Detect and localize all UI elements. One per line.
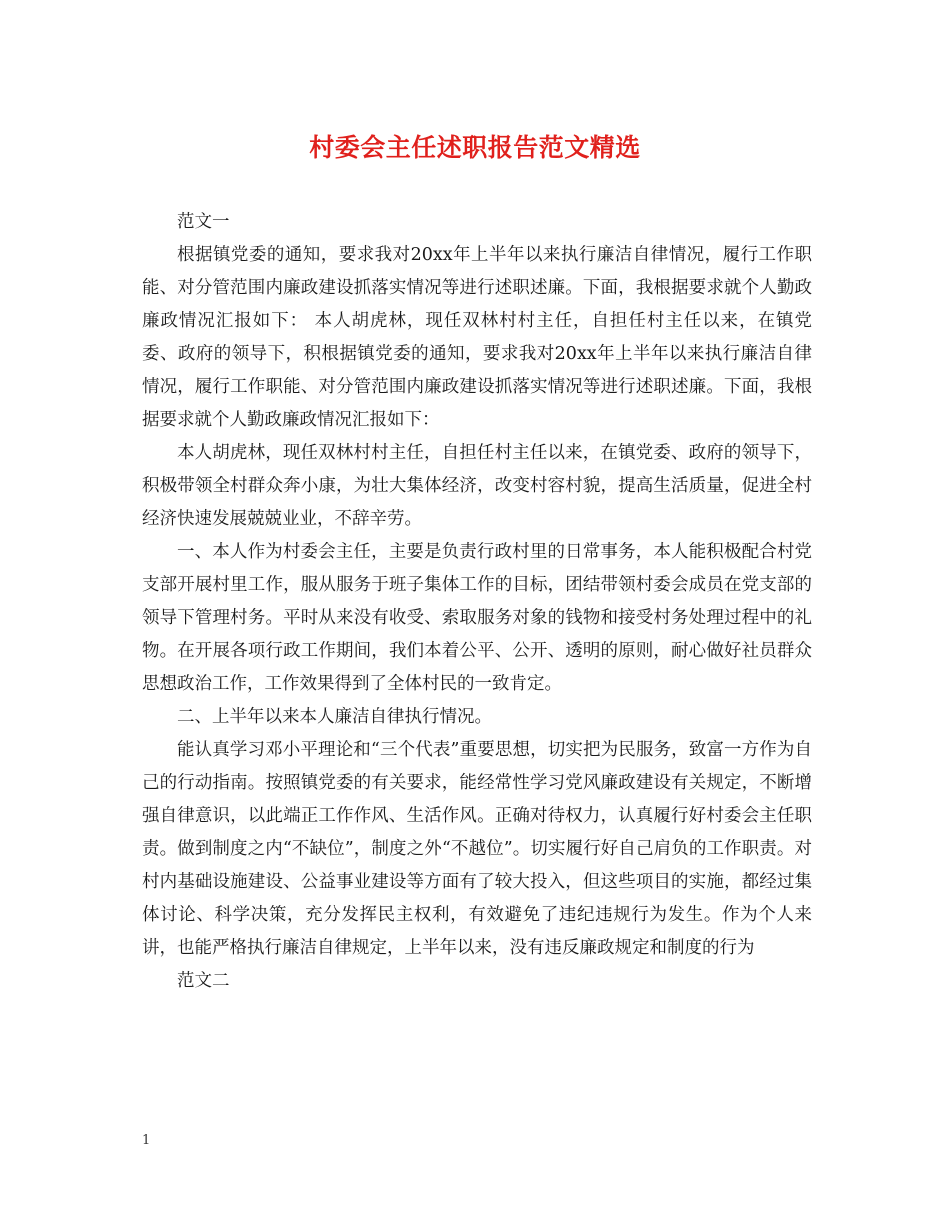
paragraph-section-two: 二、上半年以来本人廉洁自律执行情况。 (177, 707, 492, 727)
paragraph: 本人胡虎林，现任双林村村主任，自担任村主任以来，在镇党委、政府的领导下，积极带领全村群众奔小康，为壮大集体经济，改变村容村貌，提高生活质量，促进全村经济快速发展兢兢业业，不辞辛劳。 (142, 443, 812, 529)
document-title: 村委会主任述职报告范文精选 (309, 133, 641, 162)
paragraph-heading-sample-one: 范文一 (177, 212, 230, 232)
document-body (142, 206, 812, 998)
paragraph: 一、本人作为村委会主任，主要是负责行政村里的日常事务，本人能积极配合村党支部开展村里工作，服从服务于班子集体工作的目标，团结带领村委会成员在党支部的领导下管理村务。平时从来没有收受、索取服务对象的钱物和接受村务处理过程中的礼物。在开展各项行政工作期间，我们本着公平、公开、透明的原则，耐心做好社员群众思想政治工作，工作效果得到了全体村民的一致肯定。 (142, 542, 812, 694)
paragraph-heading-sample-two: 范文二 (177, 971, 230, 991)
paragraph: 根据镇党委的通知，要求我对20xx年上半年以来执行廉洁自律情况，履行工作职能、对分管范围内廉政建设抓落实情况等进行述职述廉。下面，我根据要求就个人勤政廉政情况汇报如下： 本人胡虎林，现任双林村村主任，自担任村主任以来，在镇党委、政府的领导下，积根据镇党委的通知，要求我对20xx年上半年以来执行廉洁自律情况，履行工作职能、对分管范围内廉政建设抓落实情况等进行述职述廉。下面，我根据要求就个人勤政廉政情况汇报如下： (142, 245, 812, 430)
paragraph: 能认真学习邓小平理论和“三个代表”重要思想，切实把为民服务，致富一方作为自己的行动指南。按照镇党委的有关要求，能经常性学习党风廉政建设有关规定，不断增强自律意识，以此端正工作作风、生活作风。正确对待权力，认真履行好村委会主任职责。做到制度之内“不缺位”，制度之外“不越位”。切实履行好自己肩负的工作职责。对村内基础设施建设、公益事业建设等方面有了较大投入，但这些项目的实施，都经过集体讨论、科学决策，充分发挥民主权利，有效避免了违纪违规行为发生。作为个人来讲，也能严格执行廉洁自律规定，上半年以来，没有违反廉政规定和制度的行为 (142, 740, 812, 958)
page-number: 1 (142, 1133, 151, 1148)
